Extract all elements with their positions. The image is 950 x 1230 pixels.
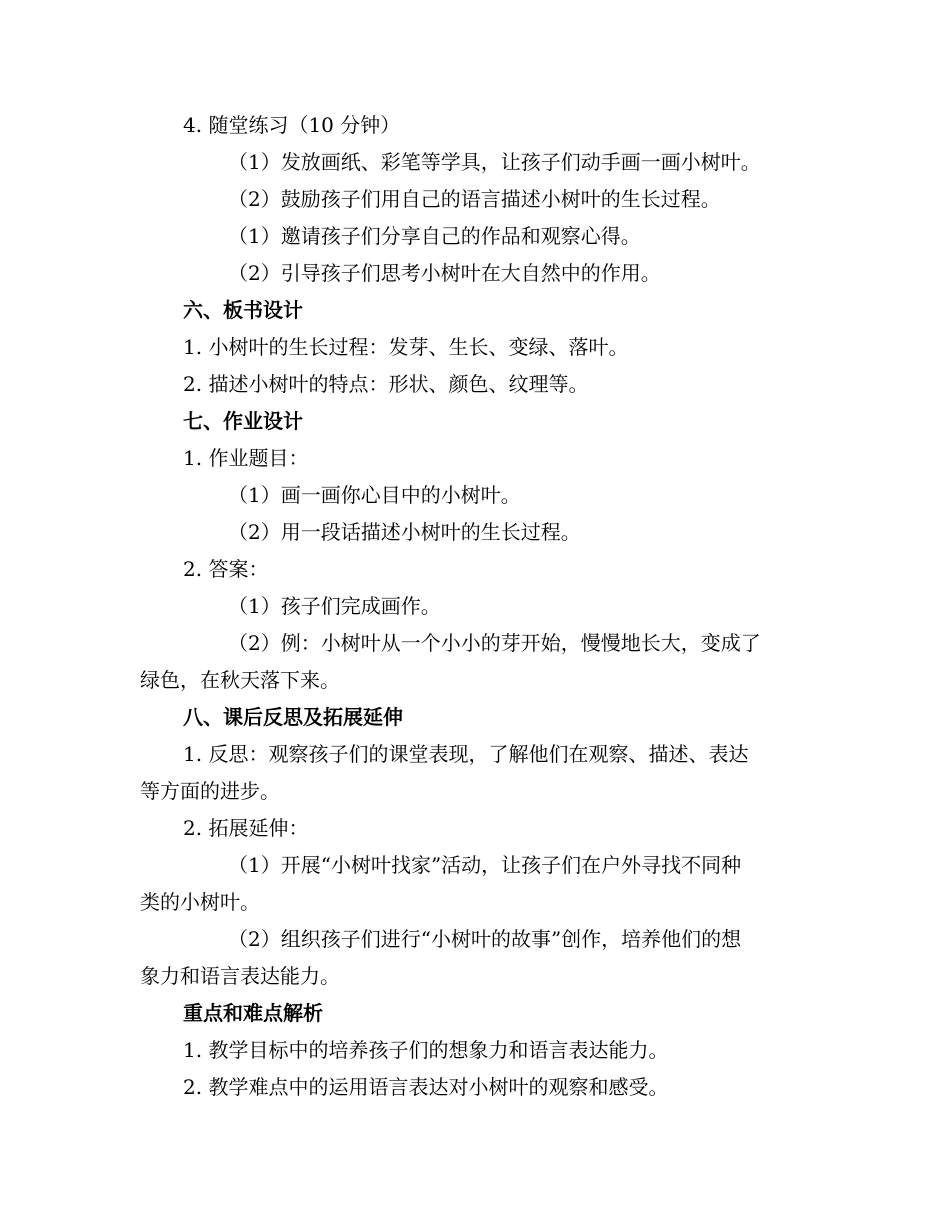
list-item: 2. 答案： bbox=[183, 557, 269, 581]
section-heading-7: 七、作业设计 bbox=[183, 409, 303, 433]
list-item: 2. 拓展延伸： bbox=[183, 816, 309, 840]
section-heading-8: 八、课后反思及拓展延伸 bbox=[183, 705, 403, 729]
sub-item: （2）鼓励孩子们用自己的语言描述小树叶的生长过程。 bbox=[228, 187, 721, 211]
list-item: 2. 描述小树叶的特点：形状、颜色、纹理等。 bbox=[183, 372, 589, 396]
list-item: 1. 教学目标中的培养孩子们的想象力和语言表达能力。 bbox=[183, 1038, 669, 1062]
list-item: 2. 教学难点中的运用语言表达对小树叶的观察和感受。 bbox=[183, 1075, 669, 1099]
sub-item: （1）画一画你心目中的小树叶。 bbox=[228, 483, 521, 507]
list-item: 1. 反思：观察孩子们的课堂表现，了解他们在观察、描述、表达 bbox=[183, 742, 749, 766]
section-heading-6: 六、板书设计 bbox=[183, 298, 303, 322]
sub-item: （2）例：小树叶从一个小小的芽开始，慢慢地长大，变成了 bbox=[228, 631, 761, 655]
sub-item: （1）孩子们完成画作。 bbox=[228, 594, 441, 618]
sub-item-continuation: 象力和语言表达能力。 bbox=[140, 964, 340, 988]
sub-item: （2）组织孩子们进行“小树叶的故事”创作，培养他们的想 bbox=[228, 927, 742, 951]
sub-item: （1）发放画纸、彩笔等学具，让孩子们动手画一画小树叶。 bbox=[228, 150, 761, 174]
list-item: 1. 作业题目： bbox=[183, 446, 309, 470]
sub-item: （2）用一段话描述小树叶的生长过程。 bbox=[228, 520, 581, 544]
sub-item-continuation: 绿色，在秋天落下来。 bbox=[140, 668, 340, 692]
sub-item-continuation: 类的小树叶。 bbox=[140, 890, 260, 914]
sub-item: （1）邀请孩子们分享自己的作品和观察心得。 bbox=[228, 224, 641, 248]
section-item-4: 4. 随堂练习（10 分钟） bbox=[183, 113, 401, 137]
section-heading-key-points: 重点和难点解析 bbox=[183, 1001, 323, 1025]
sub-item: （2）引导孩子们思考小树叶在大自然中的作用。 bbox=[228, 261, 661, 285]
list-item: 1. 小树叶的生长过程：发芽、生长、变绿、落叶。 bbox=[183, 335, 629, 359]
list-item-continuation: 等方面的进步。 bbox=[140, 779, 280, 803]
sub-item: （1）开展“小树叶找家”活动，让孩子们在户外寻找不同种 bbox=[228, 853, 742, 877]
